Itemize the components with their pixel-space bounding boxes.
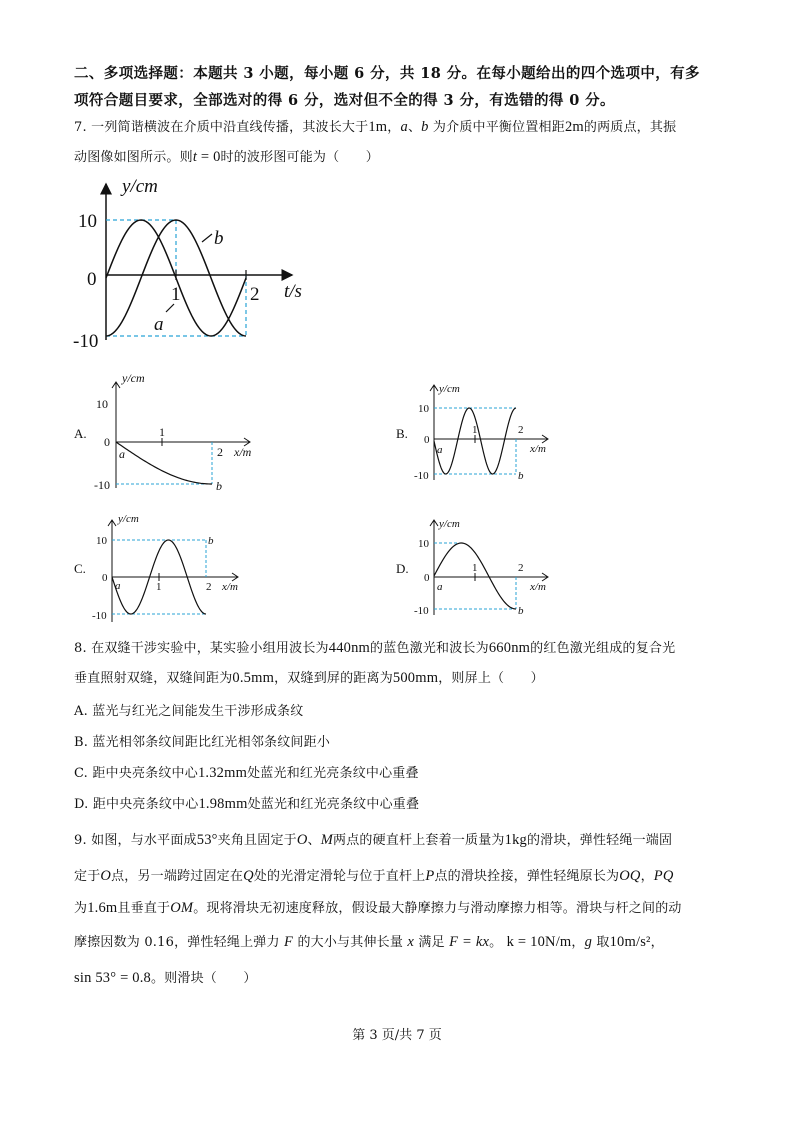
q9-text: 满足	[418, 935, 445, 950]
option-a-zero: 0	[104, 435, 110, 449]
q9-angle: 53°	[196, 832, 218, 848]
q9-segment-om: OM	[170, 900, 194, 916]
q9-point-m: M	[320, 832, 334, 848]
q8-option-c-text: 处蓝光和红光亮条纹中心重叠	[247, 766, 419, 781]
option-a-xlabel: x/m	[234, 445, 252, 459]
q8-value-660nm: 660nm	[488, 640, 531, 656]
option-a-y-neg: -10	[94, 478, 110, 492]
q7-eq0: = 0	[197, 149, 221, 165]
q9-stem-line5	[74, 967, 257, 987]
graph-y-pos: 10	[78, 211, 97, 232]
q9-text: 。现将滑块无初速度释放，假设最大静摩擦力与滑动摩擦力相等。滑块与杆之间的动	[193, 901, 682, 916]
q9-segment-oq: OQ	[619, 868, 641, 884]
q8-option-d-value: 1.98mm	[198, 796, 248, 812]
q7-text: 为介质中平衡位置相距	[428, 120, 565, 135]
option-d-graph[interactable]	[410, 515, 560, 620]
q9-var-f: F	[284, 934, 294, 950]
option-a-point-a: a	[119, 447, 125, 461]
option-b-point-a: a	[437, 444, 443, 456]
option-a-graph[interactable]	[88, 368, 268, 498]
q9-text: 点，另一端跨过固定在	[111, 869, 244, 884]
q9-point-q: Q	[243, 868, 254, 884]
graph-ylabel: y/cm	[122, 176, 158, 197]
q9-text: ，	[650, 935, 664, 950]
q7-value-1m: 1m	[368, 119, 388, 135]
option-a-label[interactable]: A.	[74, 426, 87, 441]
option-a-point-b: b	[216, 479, 222, 493]
label-pointer-a	[166, 304, 174, 312]
option-c-graph[interactable]	[88, 512, 248, 627]
option-d-ylabel: y/cm	[439, 518, 460, 530]
q8-stem-line1	[74, 637, 675, 657]
q7-stem-line1	[74, 116, 676, 136]
q8-text: ，双缝到屏的距离为	[274, 671, 393, 686]
option-b-ylabel: y/cm	[439, 383, 460, 395]
option-c-point-b: b	[208, 535, 214, 547]
option-c-zero: 0	[102, 572, 108, 584]
q8-option-b[interactable]: B. 蓝光相邻条纹间距比红光相邻条纹间距小	[74, 735, 331, 750]
q9-point-o: O	[296, 832, 308, 848]
q9-text: ，	[571, 935, 585, 950]
q9-formula-k: k = 10N/m	[506, 934, 572, 950]
q9-stem-line4	[74, 931, 664, 951]
q8-stem-line2	[74, 667, 544, 687]
option-b-label[interactable]: B.	[396, 426, 408, 441]
q8-text: 的红色激光组成的复合光	[530, 641, 676, 656]
option-c-x2: 2	[206, 581, 212, 593]
option-b-graph[interactable]	[410, 380, 560, 485]
option-b-x1: 1	[472, 424, 478, 436]
q9-stem-line2	[74, 865, 674, 885]
q9-sin-value: sin 53° = 0.8	[74, 970, 151, 986]
q9-gravity-value: 10m/s²	[609, 934, 651, 950]
option-d-label[interactable]: D.	[396, 561, 409, 576]
q7-vibration-graph	[70, 172, 310, 357]
q9-stem-line1	[74, 829, 672, 849]
q9-text: 摩擦因数为 0.16，弹性轻绳上弹力	[74, 935, 280, 950]
option-b-y-neg: -10	[414, 470, 429, 482]
q8-option-d-text: 处蓝光和红光亮条纹中心重叠	[247, 797, 420, 812]
option-d-y-pos: 10	[418, 538, 429, 550]
option-c-label[interactable]: C.	[74, 561, 86, 576]
q9-mass: 1kg	[504, 832, 527, 848]
q9-text: 取	[596, 935, 610, 950]
option-d-zero: 0	[424, 572, 430, 584]
option-d-x1: 1	[472, 562, 478, 574]
q9-segment-pq: PQ	[653, 868, 674, 884]
graph-zero: 0	[87, 269, 97, 290]
option-c-y-neg: -10	[92, 610, 107, 622]
section-heading-line2: 项符合题目要求，全部选对的得 6 分，选对但不全的得 3 分，有选错的得 0 分。	[74, 92, 615, 109]
q8-value-screen-distance: 500mm	[392, 670, 439, 686]
q9-text: 。则滑块（ ）	[151, 971, 257, 986]
option-a-y-pos: 10	[96, 397, 108, 411]
q8-text: 的蓝色激光和波长为	[370, 641, 489, 656]
curve-a-label: a	[154, 314, 164, 335]
q9-text: 。	[489, 935, 503, 950]
option-b-y-pos: 10	[418, 403, 429, 415]
q8-option-c-text: C. 距中央亮条纹中心	[74, 766, 198, 781]
option-a-ylabel: y/cm	[122, 371, 145, 385]
option-c-xlabel: x/m	[222, 581, 238, 593]
option-d-xlabel: x/m	[530, 581, 546, 593]
q9-text: 的滑块，弹性轻绳一端固	[526, 833, 673, 848]
q7-text: ，	[387, 120, 401, 135]
q7-var-t: t	[192, 149, 198, 165]
option-b-x2: 2	[518, 424, 524, 436]
q8-value-slit-spacing: 0.5mm	[232, 670, 275, 686]
option-d-point-b: b	[518, 605, 524, 617]
curve-b-label: b	[214, 228, 224, 249]
q9-text: 点的滑块拴接，弹性轻绳原长为	[434, 869, 620, 884]
page-footer: 第 3 页/共 7 页	[352, 1028, 442, 1043]
q9-text: 定于	[74, 869, 101, 884]
option-c-y-pos: 10	[96, 535, 107, 547]
q9-point-p: P	[425, 868, 435, 884]
q9-text: 两点的硬直杆上套着一质量为	[333, 833, 505, 848]
q7-text: 时的波形图可能为（ ）	[220, 150, 379, 165]
q8-value-440nm: 440nm	[328, 640, 371, 656]
option-c-ylabel: y/cm	[118, 513, 139, 525]
q9-formula-hooke: F = kx	[449, 934, 490, 950]
section-heading-line1: 二、多项选择题：本题共 3 小题，每小题 6 分，共 18 分。在每小题给出的四个选项中，有多	[74, 65, 700, 82]
q9-stem-line3	[74, 897, 682, 917]
q7-text: 、	[407, 120, 422, 135]
label-pointer-b	[202, 234, 212, 242]
q7-value-2m: 2m	[564, 119, 584, 135]
q9-point-o: O	[100, 868, 112, 884]
q7-var-a: a	[400, 119, 408, 135]
option-a-x2: 2	[217, 445, 223, 459]
option-b-point-b: b	[518, 470, 524, 482]
q9-text: 的大小与其伸长量	[297, 935, 404, 950]
q9-text: ，	[640, 869, 654, 884]
q9-var-x: x	[407, 934, 415, 950]
q7-stem-line2	[74, 146, 379, 166]
option-c-point-a: a	[115, 580, 121, 592]
q8-option-c-value: 1.32mm	[197, 765, 248, 781]
option-a-x1: 1	[159, 425, 165, 439]
q7-var-b: b	[421, 119, 429, 135]
q7-text: 动图像如图所示。则	[74, 150, 193, 165]
q8-option-a[interactable]: A. 蓝光与红光之间能发生干涉形成条纹	[74, 704, 304, 719]
q9-text: 为	[74, 901, 88, 916]
q9-length: 1.6m	[87, 900, 118, 916]
q7-text: 7. 一列简谐横波在介质中沿直线传播，其波长大于	[74, 120, 369, 135]
q8-option-c[interactable]	[74, 762, 419, 782]
graph-y-neg: -10	[73, 331, 99, 352]
q8-text: ，则屏上（ ）	[438, 671, 544, 686]
option-d-point-a: a	[437, 581, 443, 593]
q9-text: 且垂直于	[117, 901, 171, 916]
q9-text: 夹角且固定于	[217, 833, 297, 848]
q9-text: 处的光滑定滑轮与位于直杆上	[253, 869, 426, 884]
option-a-curve	[116, 442, 212, 484]
q8-text: 垂直照射双缝，双缝间距为	[74, 671, 233, 686]
q9-var-g: g	[584, 934, 593, 950]
q8-option-d-text: D. 距中央亮条纹中心	[74, 797, 199, 812]
graph-t2: 2	[250, 284, 260, 305]
option-c-x1: 1	[156, 581, 162, 593]
q8-option-d[interactable]	[74, 793, 419, 813]
graph-xlabel: t/s	[284, 281, 302, 302]
option-b-xlabel: x/m	[530, 443, 546, 455]
option-d-x2: 2	[518, 562, 524, 574]
q9-text: 9. 如图，与水平面成	[74, 833, 197, 848]
option-d-y-neg: -10	[414, 605, 429, 617]
graph-t1: 1	[171, 284, 181, 305]
q8-text: 8. 在双缝干涉实验中，某实验小组用波长为	[74, 641, 329, 656]
q9-text: 、	[307, 833, 321, 848]
q7-text: 的两质点，其振	[583, 120, 677, 135]
option-b-zero: 0	[424, 434, 430, 446]
